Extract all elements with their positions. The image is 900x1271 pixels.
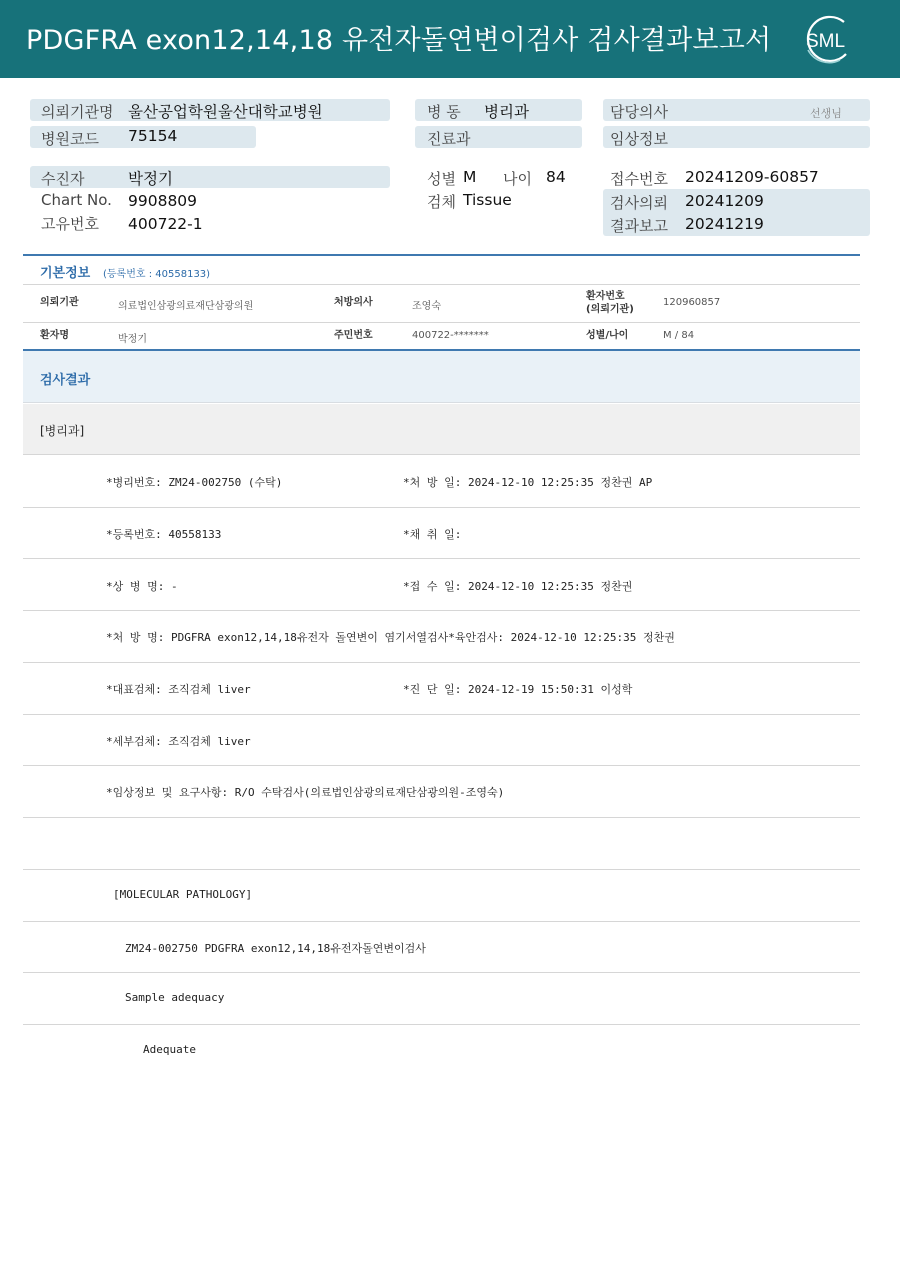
sexage-value: M / 84: [663, 330, 695, 341]
diagnosis-name: *상 병 명: -: [106, 580, 178, 593]
basic-top-line: [23, 254, 860, 256]
pid-label-2: (의뢰기관): [586, 304, 634, 315]
row-divider: [23, 507, 860, 508]
specimen-label: 검체: [427, 193, 456, 211]
presc-value: 조영숙: [412, 301, 441, 312]
report-value: 20241219: [685, 215, 764, 233]
results-title: 검사결과: [40, 373, 91, 388]
report-header: [0, 0, 900, 78]
org-label: 의뢰기관: [40, 297, 79, 308]
sexage-label: 성별/나이: [586, 330, 629, 341]
rrn-value: 400722-*******: [412, 330, 489, 341]
collection-date: *채 취 일:: [403, 528, 462, 541]
sex-label: 성별: [427, 170, 456, 188]
rrn-label: 주민번호: [334, 330, 373, 341]
receipt-value: 20241209-60857: [685, 168, 819, 186]
dept-label: [병리과]: [40, 424, 85, 438]
dept-label: 진료과: [427, 130, 471, 148]
age-label: 나이: [503, 170, 532, 188]
diagnosis-date: *진 단 일: 2024-12-19 15:50:31 이성학: [403, 683, 633, 696]
logo-text: SML: [806, 31, 846, 52]
report-title: PDGFRA exon12,14,18 유전자돌연변이검사 검사결과보고서: [26, 25, 772, 56]
receipt-date: *접 수 일: 2024-12-10 12:25:35 정찬권: [403, 580, 633, 593]
patient-value: 박정기: [128, 170, 173, 188]
request-value: 20241209: [685, 192, 764, 210]
ward-label: 병 동: [427, 103, 461, 121]
row-divider: [23, 765, 860, 766]
patient-label: 수진자: [41, 170, 85, 188]
clinical-label: 임상정보: [610, 130, 668, 148]
sex-value: M: [463, 168, 477, 186]
age-value: 84: [546, 168, 566, 186]
name-label: 환자명: [40, 330, 69, 341]
basic-title: 기본정보: [40, 266, 91, 281]
row-divider: [23, 558, 860, 559]
chart-value: 9908809: [128, 192, 198, 210]
test-name: ZM24-002750 PDGFRA exon12,14,18유전자돌연변이검사: [125, 942, 426, 955]
order-date: *처 방 일: 2024-12-10 12:25:35 정찬권 AP: [403, 476, 653, 489]
org-value: 의료법인삼광의료재단삼광의원: [118, 301, 254, 312]
request-label: 검사의뢰: [610, 194, 668, 212]
pid-label-1: 환자번호: [586, 291, 625, 302]
uid-value: 400722-1: [128, 215, 203, 233]
sub-specimen: *세부검체: 조직검체 liver: [106, 735, 251, 748]
clinical-request: *임상정보 및 요구사항: R/O 수탁검사(의료법인삼광의료재단삼광의원-조영숙): [106, 786, 505, 799]
pid-value: 120960857: [663, 297, 721, 308]
sample-adequacy-label: Sample adequacy: [125, 991, 225, 1004]
molecular-pathology-heading: [MOLECULAR PATHOLOGY]: [113, 888, 253, 901]
name-value: 박정기: [118, 334, 147, 345]
row-divider: [23, 972, 860, 973]
hospital-label: 의뢰기관명: [41, 103, 114, 121]
row-divider: [23, 714, 860, 715]
order-name: *처 방 명: PDGFRA exon12,14,18유전자 돌연변이 염기서열검사*육안검사: 2024-12-10 12:25:35 정찬권: [106, 631, 675, 644]
row-divider: [23, 869, 860, 870]
report-label: 결과보고: [610, 217, 668, 235]
row-divider: [23, 662, 860, 663]
results-header: [23, 351, 860, 403]
ward-value: 병리과: [484, 103, 529, 121]
pathology-number: *병리번호: ZM24-002750 (수탁): [106, 476, 283, 489]
basic-reg-no: (등록번호 : 40558133): [103, 269, 211, 280]
sml-logo: [800, 12, 856, 66]
main-specimen: *대표검체: 조직검체 liver: [106, 683, 251, 696]
chart-label: Chart No.: [41, 191, 112, 209]
sample-adequacy-value: Adequate: [143, 1043, 196, 1056]
code-label: 병원코드: [41, 130, 99, 148]
row-divider: [23, 1024, 860, 1025]
code-value: 75154: [128, 127, 178, 145]
row-divider: [23, 817, 860, 818]
receipt-label: 접수번호: [610, 170, 668, 188]
doctor-label: 담당의사: [610, 103, 668, 121]
hospital-value: 울산공업학원울산대학교병원: [128, 103, 323, 121]
row-divider: [23, 921, 860, 922]
presc-label: 처방의사: [334, 297, 373, 308]
specimen-value: Tissue: [463, 191, 512, 209]
doctor-suffix: 선생님: [810, 107, 842, 120]
divider: [23, 322, 860, 323]
registration-number: *등록번호: 40558133: [106, 528, 222, 541]
dept-row: [23, 404, 860, 455]
divider: [23, 284, 860, 285]
uid-label: 고유번호: [41, 215, 99, 233]
row-divider: [23, 610, 860, 611]
